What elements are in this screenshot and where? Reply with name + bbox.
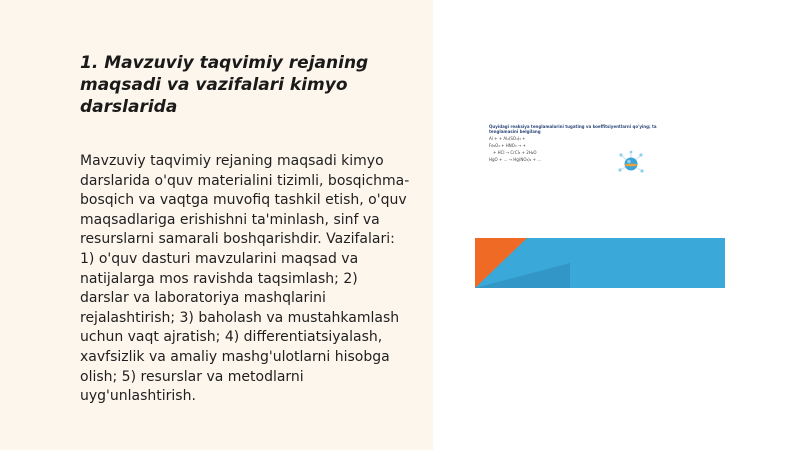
worksheet-line: Fe₂O₃ + HNO₃ → + [489, 143, 526, 148]
atom-molecule-icon [617, 150, 645, 178]
banner-shade-triangle [475, 238, 570, 288]
worksheet-line: Al + + Al₂(SO₄)₃ + [489, 136, 526, 141]
worksheet-line: Quyidagi reaksiya tenglamalarini tugating va koeffitsiyentlarni qo'ying; ta [489, 124, 657, 129]
chemistry-worksheet-image [487, 122, 687, 184]
slide-title: 1. Mavzuviy taqvimiy rejaning maqsadi va vazifalari kimyo darslarida [80, 53, 369, 117]
worksheet-line: tenglamasini belgilang [489, 129, 541, 134]
worksheet-line: HgO + ... → Hg(NO₃)₂ + ... [489, 157, 542, 162]
worksheet-line: + HCl → CrCl₃ + 2H₂O [493, 150, 537, 155]
slide-body-text: Mavzuviy taqvimiy rejaning maqsadi kimyo darslarida o'quv materialini tizimli, bosqichma-bosqich va vaqtga muvofiq tashkil etish, o'quv maqsadlariga erishishni ta'minlash, sinf va resurslarni samarali boshqarishdir. Vazifalari: 1) o'quv dasturi mavzularini maqsad va natijalarga mos ravishda taqsimlash; 2) darslar va laboratoriya mashqlarini rejalashtirish; 3) baholash va mustahkamlash uchun vaqt ajratish; 4) differentiatsiyalash, xavfsizlik va amaliy mashg'ulotlarni hisobga olish; 5) resurslar va metodlarni uyg'unlashtirish. [80, 153, 410, 405]
decorative-banner [475, 238, 725, 288]
